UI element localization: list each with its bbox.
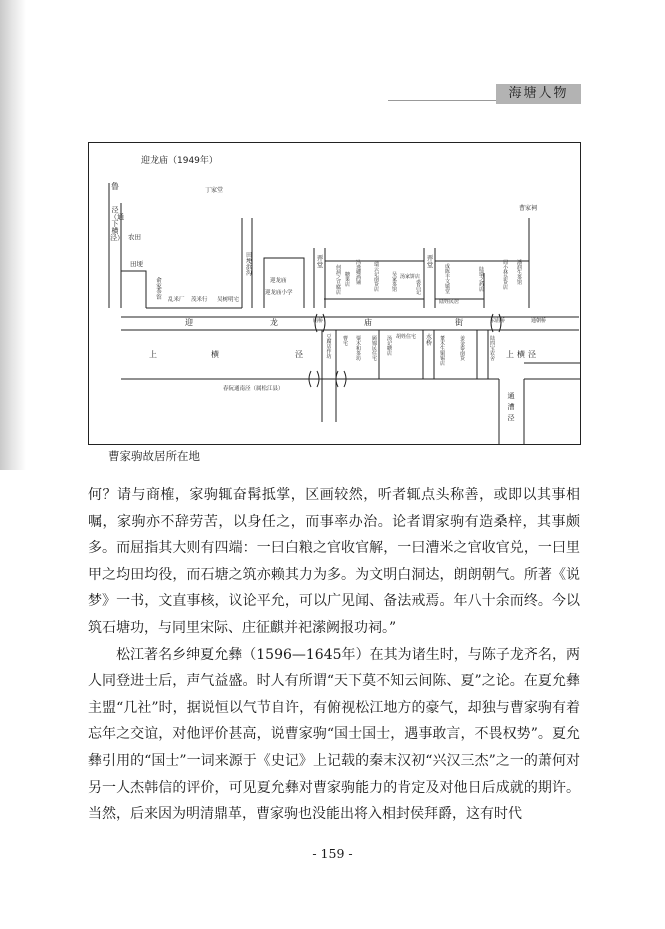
map-label: 汤家饼店 [400, 274, 421, 280]
map-label: 何洞之豆腐店 [335, 265, 341, 296]
figure-caption: 曹家驹故居所在地 [108, 449, 200, 463]
map-label: 迎龙庙 [270, 278, 287, 284]
map-label: 上横泾 [506, 350, 539, 359]
map-label: 姜金泰南货 [459, 336, 465, 362]
map-label: 裘昌记 [415, 280, 421, 296]
map-label: 春阮通南泾（属松江县） [223, 386, 284, 392]
map-label: 陆瑞之药店 [478, 267, 484, 293]
map-label: 泾 [295, 350, 303, 359]
page-number: - 159 - [312, 846, 353, 861]
map-label: 水桥 [425, 334, 432, 347]
map-label: 吴家茶馆 [391, 272, 397, 293]
map-label: 横 [211, 350, 219, 359]
map-label: 农田 [128, 233, 141, 241]
map-label: 豆腐店作坊 [326, 334, 332, 360]
body-text [88, 482, 580, 828]
map-label: 汤记糖店 [386, 336, 392, 357]
map-label: 茂米行 [191, 297, 208, 303]
map-label: 迎 [185, 318, 193, 327]
map-label: 周小林杂货店 [502, 260, 508, 291]
paragraph: 何？请与商榷，家驹辄奋髯抵掌，区画较然，听者辄点头称善，或即以其事相嘱，家驹亦不辞劳苦，以身任之，而事率办治。论者谓家驹有造桑梓，其事颇多。而屈指其大则有四端：一曰白粮之官收官解，一曰漕米之官收官兑，一曰里甲之均田均役，而石塘之筑亦赖其力为多。为文明白洞达，朗朗朝气。所著《说梦》一书，文直事核，议论平允，可以广见闻、备法戒焉。年八十余而终。今以筑石塘功，与同里宋际、庄征麒并祀潆阙报功祠。” [88, 487, 580, 636]
street-map [88, 142, 581, 445]
map-label: 糖果店 [344, 272, 350, 288]
map-label: 田埂浜沟 [245, 252, 252, 277]
map-label: 曹家祠 [519, 205, 538, 212]
map-label: 顾锦民住宅 [371, 336, 377, 362]
map-label: 庙 [364, 318, 372, 327]
map-label: 弄堂 [426, 254, 434, 269]
map-label: 曹宅 [342, 336, 348, 347]
map-label: 粟木和茶坊 [355, 336, 361, 362]
map-label: 潘润生茶馆 [516, 260, 522, 286]
map-label: 丁家堂 [205, 187, 224, 194]
section-title: 海塘人物 [496, 84, 581, 104]
map-label: 冯逸卿酒铺 [355, 260, 361, 286]
map-label: 泾（通下横泾） [110, 206, 124, 242]
map-label: 陆四宝农舍 [489, 336, 495, 362]
map-label: 通朝桥 [531, 318, 547, 324]
map-label: 成陈丰文镇堂 [444, 264, 450, 295]
map-label: 庙桥 [313, 318, 324, 324]
map-label: 龙 [270, 318, 278, 327]
map-title: 迎龙庙（1949年） [141, 156, 218, 166]
map-label: 东庙桥 [490, 318, 506, 324]
map-label: 上 [149, 350, 157, 359]
map-label: 胡姓住宅 [396, 334, 417, 340]
map-label: 吴树明宅 [217, 297, 240, 303]
map-label: 通漕泾 [507, 392, 515, 423]
map-label: 陆姓民居 [439, 299, 460, 305]
map-label: 田埂 [130, 260, 143, 268]
map-label: 街 [455, 318, 463, 327]
map-label: 乱米厂 [168, 297, 185, 303]
map-label: 迎龙庙小学 [265, 290, 293, 296]
map-label: 鲁 [111, 182, 119, 191]
map-label: 俞家茶馆 [156, 278, 162, 301]
map-label: 瑞云记南货店 [373, 262, 379, 293]
map-label: 董木生铜锡店 [439, 336, 445, 367]
map-label: 弄堂 [316, 254, 324, 269]
page-edge-shadow [0, 0, 26, 470]
paragraph: 松江著名乡绅夏允彝（1596—1645年）在其为诸生时，与陈子龙齐名，两人同登进士后，声气益盛。时人有所谓“天下莫不知云间陈、夏”之论。在夏允彝主盟“几社”时，据说恒以气节自许，有俯视松江地方的豪气，却独与曹家驹有着忘年之交谊，对他评价甚高，说曹家驹“国士国士，遇事敢言，不畏权势”。夏允彝引用的“国士”一词来源于《史记》上记载的秦末汉初“兴汉三杰”之一的萧何对另一人杰韩信的评价，可见夏允彝对曹家驹能力的肯定及对他日后成就的期许。当然，后来因为明清鼎革，曹家驹也没能出将入相封侯拜爵，这有时代 [88, 646, 580, 823]
